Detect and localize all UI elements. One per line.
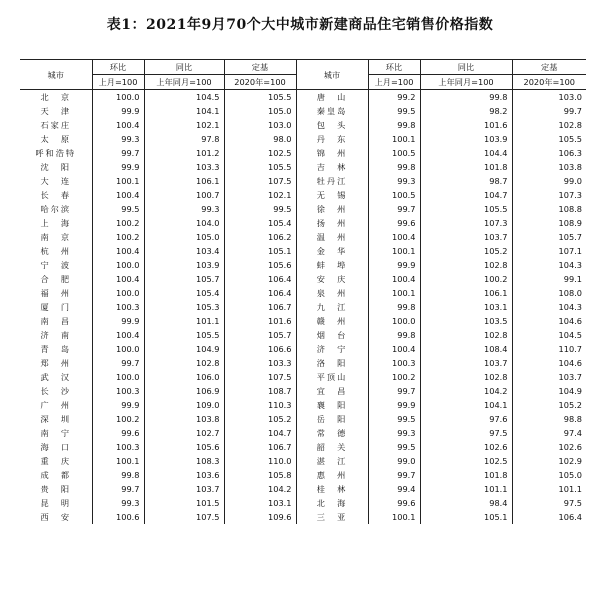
table-row: [20, 216, 586, 230]
base-value: 105.5: [558, 134, 582, 144]
mom-value: 100.1: [368, 286, 420, 300]
city-name: 青 岛: [20, 342, 92, 356]
table-body: [20, 90, 586, 525]
base-value: 110.7: [558, 344, 582, 354]
city-name: 厦 门: [20, 300, 92, 314]
city-name: 长 沙: [20, 384, 92, 398]
mom-value: 99.7: [92, 146, 144, 160]
table-title: 表1：2021年9月70个大中城市新建商品住宅销售价格指数: [106, 17, 494, 33]
table-row: [20, 188, 586, 202]
table-row: [20, 174, 586, 188]
mom-value: 100.3: [92, 300, 144, 314]
table-row: [20, 118, 586, 132]
mom-value: 99.5: [368, 412, 420, 426]
table-row: [20, 230, 586, 244]
yoy-value: 102.8: [420, 370, 512, 384]
mom-value: 100.2: [92, 412, 144, 426]
base-value: 106.4: [558, 512, 582, 522]
base-value: 104.9: [558, 386, 582, 396]
mom-value: 100.2: [92, 216, 144, 230]
table-row: [20, 398, 586, 412]
base-value: 103.3: [224, 356, 296, 370]
base-value: 105.4: [224, 216, 296, 230]
city-name: 吉 林: [296, 160, 368, 174]
mom-value: 99.9: [368, 398, 420, 412]
yoy-value: 104.0: [144, 216, 224, 230]
yoy-value: 101.6: [420, 118, 512, 132]
city-name: 杭 州: [20, 244, 92, 258]
base-value: 108.8: [558, 204, 582, 214]
city-name: 大 连: [20, 174, 92, 188]
mom-value: 99.5: [368, 104, 420, 118]
yoy-value: 104.4: [420, 146, 512, 160]
table-row: [20, 90, 586, 105]
header-city-left: 城市: [20, 60, 92, 90]
mom-value: 99.7: [92, 356, 144, 370]
base-value: 105.0: [224, 104, 296, 118]
mom-value: 100.0: [92, 370, 144, 384]
base-value: 98.8: [563, 414, 582, 424]
table-row: [20, 160, 586, 174]
mom-value: 100.6: [92, 510, 144, 524]
table-row: [20, 328, 586, 342]
city-name: 南 京: [20, 230, 92, 244]
city-name: 赣 州: [296, 314, 368, 328]
mom-value: 99.3: [368, 426, 420, 440]
base-value: 103.0: [558, 92, 582, 102]
mom-value: 100.3: [92, 384, 144, 398]
mom-value: 99.2: [368, 90, 420, 105]
yoy-value: 108.3: [144, 454, 224, 468]
yoy-value: 99.8: [420, 90, 512, 105]
mom-value: 99.7: [368, 468, 420, 482]
table-row: [20, 384, 586, 398]
base-value: 104.2: [224, 482, 296, 496]
mom-value: 99.7: [92, 482, 144, 496]
base-value: 106.2: [224, 230, 296, 244]
mom-value: 99.3: [92, 496, 144, 510]
header-mom-right: 环比: [368, 60, 420, 75]
yoy-value: 97.6: [420, 412, 512, 426]
yoy-value: 105.4: [144, 286, 224, 300]
table-row: [20, 468, 586, 482]
city-name: 天 津: [20, 104, 92, 118]
base-value: 108.9: [558, 218, 582, 228]
city-name: 宁 波: [20, 258, 92, 272]
mom-value: 99.6: [92, 426, 144, 440]
yoy-value: 97.8: [144, 132, 224, 146]
yoy-value: 100.7: [144, 188, 224, 202]
header-yoy-right: 同比: [420, 60, 512, 75]
yoy-value: 109.0: [144, 398, 224, 412]
base-value: 104.7: [224, 426, 296, 440]
mom-value: 100.0: [92, 342, 144, 356]
city-name: 洛 阳: [296, 356, 368, 370]
city-name: 温 州: [296, 230, 368, 244]
city-name: 北 海: [296, 496, 368, 510]
yoy-value: 103.6: [144, 468, 224, 482]
city-name: 沈 阳: [20, 160, 92, 174]
mom-value: 100.4: [92, 118, 144, 132]
table-row: [20, 272, 586, 286]
base-value: 106.7: [224, 300, 296, 314]
header-base-left: 定基: [224, 60, 296, 75]
base-value: 98.0: [224, 132, 296, 146]
header-base-right: 定基: [512, 60, 586, 75]
yoy-value: 98.7: [420, 174, 512, 188]
city-name: 包 头: [296, 118, 368, 132]
price-index-table: [20, 59, 586, 524]
mom-value: 100.0: [92, 286, 144, 300]
base-value: 109.6: [224, 510, 296, 524]
yoy-value: 102.1: [144, 118, 224, 132]
city-name: 韶 关: [296, 440, 368, 454]
header-mom-left: 环比: [92, 60, 144, 75]
base-value: 106.6: [224, 342, 296, 356]
mom-value: 99.8: [92, 468, 144, 482]
city-name: 济 宁: [296, 342, 368, 356]
city-name: 安 庆: [296, 272, 368, 286]
base-value: 97.5: [563, 498, 582, 508]
table-row: [20, 496, 586, 510]
yoy-value: 104.2: [420, 384, 512, 398]
city-name: 蚌 埠: [296, 258, 368, 272]
base-value: 106.4: [224, 272, 296, 286]
base-value: 105.5: [224, 90, 296, 105]
city-name: 烟 台: [296, 328, 368, 342]
yoy-value: 104.5: [144, 90, 224, 105]
mom-value: 99.3: [368, 174, 420, 188]
yoy-value: 101.1: [144, 314, 224, 328]
city-name: 金 华: [296, 244, 368, 258]
base-value: 102.8: [558, 120, 582, 130]
header-yoy-left: 同比: [144, 60, 224, 75]
mom-value: 100.1: [368, 510, 420, 524]
mom-value: 99.9: [368, 258, 420, 272]
mom-value: 100.4: [368, 230, 420, 244]
mom-value: 99.8: [368, 118, 420, 132]
city-name: 唐 山: [296, 90, 368, 105]
mom-value: 99.6: [368, 496, 420, 510]
yoy-value: 102.8: [420, 258, 512, 272]
table-row: [20, 314, 586, 328]
mom-value: 99.7: [368, 202, 420, 216]
city-name: 成 都: [20, 468, 92, 482]
base-value: 103.8: [558, 162, 582, 172]
yoy-value: 99.3: [144, 202, 224, 216]
header-mom-sub-right: 上月=100: [368, 75, 420, 90]
yoy-value: 106.1: [144, 174, 224, 188]
base-value: 110.3: [224, 398, 296, 412]
base-value: 104.5: [558, 330, 582, 340]
base-value: 103.0: [224, 118, 296, 132]
city-name: 海 口: [20, 440, 92, 454]
city-name: 福 州: [20, 286, 92, 300]
city-name: 丹 东: [296, 132, 368, 146]
header-base-sub-left: 2020年=100: [224, 75, 296, 90]
base-value: 101.1: [558, 484, 582, 494]
mom-value: 100.2: [92, 230, 144, 244]
mom-value: 100.4: [92, 272, 144, 286]
city-name: 岳 阳: [296, 412, 368, 426]
mom-value: 99.5: [92, 202, 144, 216]
table-row: [20, 146, 586, 160]
city-name: 无 锡: [296, 188, 368, 202]
city-name: 常 德: [296, 426, 368, 440]
city-name: 长 春: [20, 188, 92, 202]
mom-value: 99.8: [368, 328, 420, 342]
mom-value: 99.5: [368, 440, 420, 454]
city-name: 秦皇岛: [296, 104, 368, 118]
yoy-value: 103.4: [144, 244, 224, 258]
table-row: [20, 510, 586, 524]
base-value: 101.6: [224, 314, 296, 328]
city-name: 太 原: [20, 132, 92, 146]
base-value: 106.3: [558, 148, 582, 158]
header-base-sub-right: 2020年=100: [512, 75, 586, 90]
city-name: 牡丹江: [296, 174, 368, 188]
yoy-value: 106.9: [144, 384, 224, 398]
mom-value: 100.1: [368, 132, 420, 146]
base-value: 105.2: [558, 400, 582, 410]
city-name: 惠 州: [296, 468, 368, 482]
base-value: 107.3: [558, 190, 582, 200]
city-name: 平顶山: [296, 370, 368, 384]
header-yoy-sub-left: 上年同月=100: [144, 75, 224, 90]
yoy-value: 103.1: [420, 300, 512, 314]
city-name: 广 州: [20, 398, 92, 412]
yoy-value: 102.8: [420, 328, 512, 342]
yoy-value: 103.7: [420, 230, 512, 244]
mom-value: 100.4: [92, 328, 144, 342]
city-name: 昆 明: [20, 496, 92, 510]
city-name: 重 庆: [20, 454, 92, 468]
base-value: 102.6: [558, 442, 582, 452]
city-name: 深 圳: [20, 412, 92, 426]
city-name: 贵 阳: [20, 482, 92, 496]
yoy-value: 101.5: [144, 496, 224, 510]
yoy-value: 100.2: [420, 272, 512, 286]
table-row: [20, 370, 586, 384]
base-value: 102.5: [224, 146, 296, 160]
city-name: 扬 州: [296, 216, 368, 230]
base-value: 103.1: [224, 496, 296, 510]
base-value: 105.0: [558, 470, 582, 480]
table-row: [20, 244, 586, 258]
mom-value: 100.1: [368, 244, 420, 258]
base-value: 105.6: [224, 258, 296, 272]
base-value: 99.7: [563, 106, 582, 116]
city-name: 湛 江: [296, 454, 368, 468]
base-value: 99.1: [563, 274, 582, 284]
yoy-value: 102.6: [420, 440, 512, 454]
mom-value: 99.9: [92, 398, 144, 412]
city-name: 襄 阳: [296, 398, 368, 412]
mom-value: 100.1: [92, 454, 144, 468]
table-row: [20, 132, 586, 146]
mom-value: 99.7: [368, 384, 420, 398]
mom-value: 100.4: [92, 188, 144, 202]
city-name: 宜 昌: [296, 384, 368, 398]
yoy-value: 105.5: [144, 328, 224, 342]
yoy-value: 105.7: [144, 272, 224, 286]
city-name: 合 肥: [20, 272, 92, 286]
table-row: [20, 482, 586, 496]
base-value: 104.3: [558, 302, 582, 312]
base-value: 107.1: [558, 246, 582, 256]
city-name: 西 安: [20, 510, 92, 524]
city-name: 呼和浩特: [20, 146, 92, 160]
yoy-value: 107.5: [144, 510, 224, 524]
base-value: 107.5: [224, 370, 296, 384]
city-name: 徐 州: [296, 202, 368, 216]
table-row: [20, 440, 586, 454]
base-value: 102.9: [558, 456, 582, 466]
base-value: 106.7: [224, 440, 296, 454]
base-value: 104.3: [558, 260, 582, 270]
yoy-value: 102.5: [420, 454, 512, 468]
base-value: 104.6: [558, 316, 582, 326]
city-name: 郑 州: [20, 356, 92, 370]
yoy-value: 105.0: [144, 230, 224, 244]
mom-value: 99.9: [92, 104, 144, 118]
base-value: 108.7: [224, 384, 296, 398]
header-mom-sub-left: 上月=100: [92, 75, 144, 90]
city-name: 济 南: [20, 328, 92, 342]
mom-value: 100.1: [92, 174, 144, 188]
city-name: 上 海: [20, 216, 92, 230]
mom-value: 100.0: [92, 90, 144, 105]
table-row: [20, 342, 586, 356]
yoy-value: 103.8: [144, 412, 224, 426]
base-value: 102.1: [224, 188, 296, 202]
yoy-value: 104.9: [144, 342, 224, 356]
yoy-value: 108.4: [420, 342, 512, 356]
mom-value: 100.3: [368, 356, 420, 370]
yoy-value: 101.8: [420, 160, 512, 174]
header-city-right: 城市: [296, 60, 368, 90]
city-name: 泉 州: [296, 286, 368, 300]
base-value: 105.8: [224, 468, 296, 482]
base-value: 110.0: [224, 454, 296, 468]
table-row: [20, 454, 586, 468]
yoy-value: 101.1: [420, 482, 512, 496]
table-row: [20, 412, 586, 426]
base-value: 105.7: [558, 232, 582, 242]
yoy-value: 105.3: [144, 300, 224, 314]
yoy-value: 101.8: [420, 468, 512, 482]
city-name: 三 亚: [296, 510, 368, 524]
mom-value: 100.4: [92, 244, 144, 258]
yoy-value: 103.7: [420, 356, 512, 370]
mom-value: 100.3: [92, 440, 144, 454]
table-row: [20, 426, 586, 440]
yoy-value: 103.9: [144, 258, 224, 272]
mom-value: 100.4: [368, 342, 420, 356]
city-name: 南 昌: [20, 314, 92, 328]
city-name: 九 江: [296, 300, 368, 314]
mom-value: 99.8: [368, 160, 420, 174]
table-row: [20, 104, 586, 118]
table-row: [20, 286, 586, 300]
yoy-value: 103.3: [144, 160, 224, 174]
base-value: 99.0: [563, 176, 582, 186]
mom-value: 99.9: [92, 160, 144, 174]
yoy-value: 104.1: [420, 398, 512, 412]
city-name: 武 汉: [20, 370, 92, 384]
yoy-value: 101.2: [144, 146, 224, 160]
yoy-value: 104.1: [144, 104, 224, 118]
table-row: [20, 356, 586, 370]
mom-value: 99.9: [92, 314, 144, 328]
mom-value: 99.0: [368, 454, 420, 468]
base-value: 105.7: [224, 328, 296, 342]
header-yoy-sub-right: 上年同月=100: [420, 75, 512, 90]
base-value: 105.2: [224, 412, 296, 426]
city-name: 北 京: [20, 90, 92, 105]
yoy-value: 103.7: [144, 482, 224, 496]
mom-value: 100.5: [368, 188, 420, 202]
yoy-value: 98.4: [420, 496, 512, 510]
base-value: 99.5: [224, 202, 296, 216]
base-value: 97.4: [563, 428, 582, 438]
city-name: 桂 林: [296, 482, 368, 496]
yoy-value: 103.5: [420, 314, 512, 328]
yoy-value: 105.6: [144, 440, 224, 454]
mom-value: 99.4: [368, 482, 420, 496]
table-row: [20, 300, 586, 314]
yoy-value: 103.9: [420, 132, 512, 146]
mom-value: 100.4: [368, 272, 420, 286]
yoy-value: 102.7: [144, 426, 224, 440]
mom-value: 100.5: [368, 146, 420, 160]
base-value: 105.1: [224, 244, 296, 258]
table-row: [20, 202, 586, 216]
mom-value: 99.3: [92, 132, 144, 146]
city-name: 南 宁: [20, 426, 92, 440]
city-name: 锦 州: [296, 146, 368, 160]
mom-value: 100.0: [92, 258, 144, 272]
base-value: 107.5: [224, 174, 296, 188]
mom-value: 99.8: [368, 300, 420, 314]
base-value: 103.7: [558, 372, 582, 382]
table-row: [20, 258, 586, 272]
yoy-value: 102.8: [144, 356, 224, 370]
yoy-value: 106.1: [420, 286, 512, 300]
mom-value: 100.0: [368, 314, 420, 328]
yoy-value: 107.3: [420, 216, 512, 230]
base-value: 106.4: [224, 286, 296, 300]
mom-value: 99.6: [368, 216, 420, 230]
base-value: 105.5: [224, 160, 296, 174]
city-name: 哈尔滨: [20, 202, 92, 216]
base-value: 104.6: [558, 358, 582, 368]
base-value: 108.0: [558, 288, 582, 298]
yoy-value: 105.2: [420, 244, 512, 258]
yoy-value: 97.5: [420, 426, 512, 440]
yoy-value: 105.1: [420, 510, 512, 524]
yoy-value: 104.7: [420, 188, 512, 202]
city-name: 石家庄: [20, 118, 92, 132]
mom-value: 100.2: [368, 370, 420, 384]
yoy-value: 105.5: [420, 202, 512, 216]
yoy-value: 106.0: [144, 370, 224, 384]
yoy-value: 98.2: [420, 104, 512, 118]
